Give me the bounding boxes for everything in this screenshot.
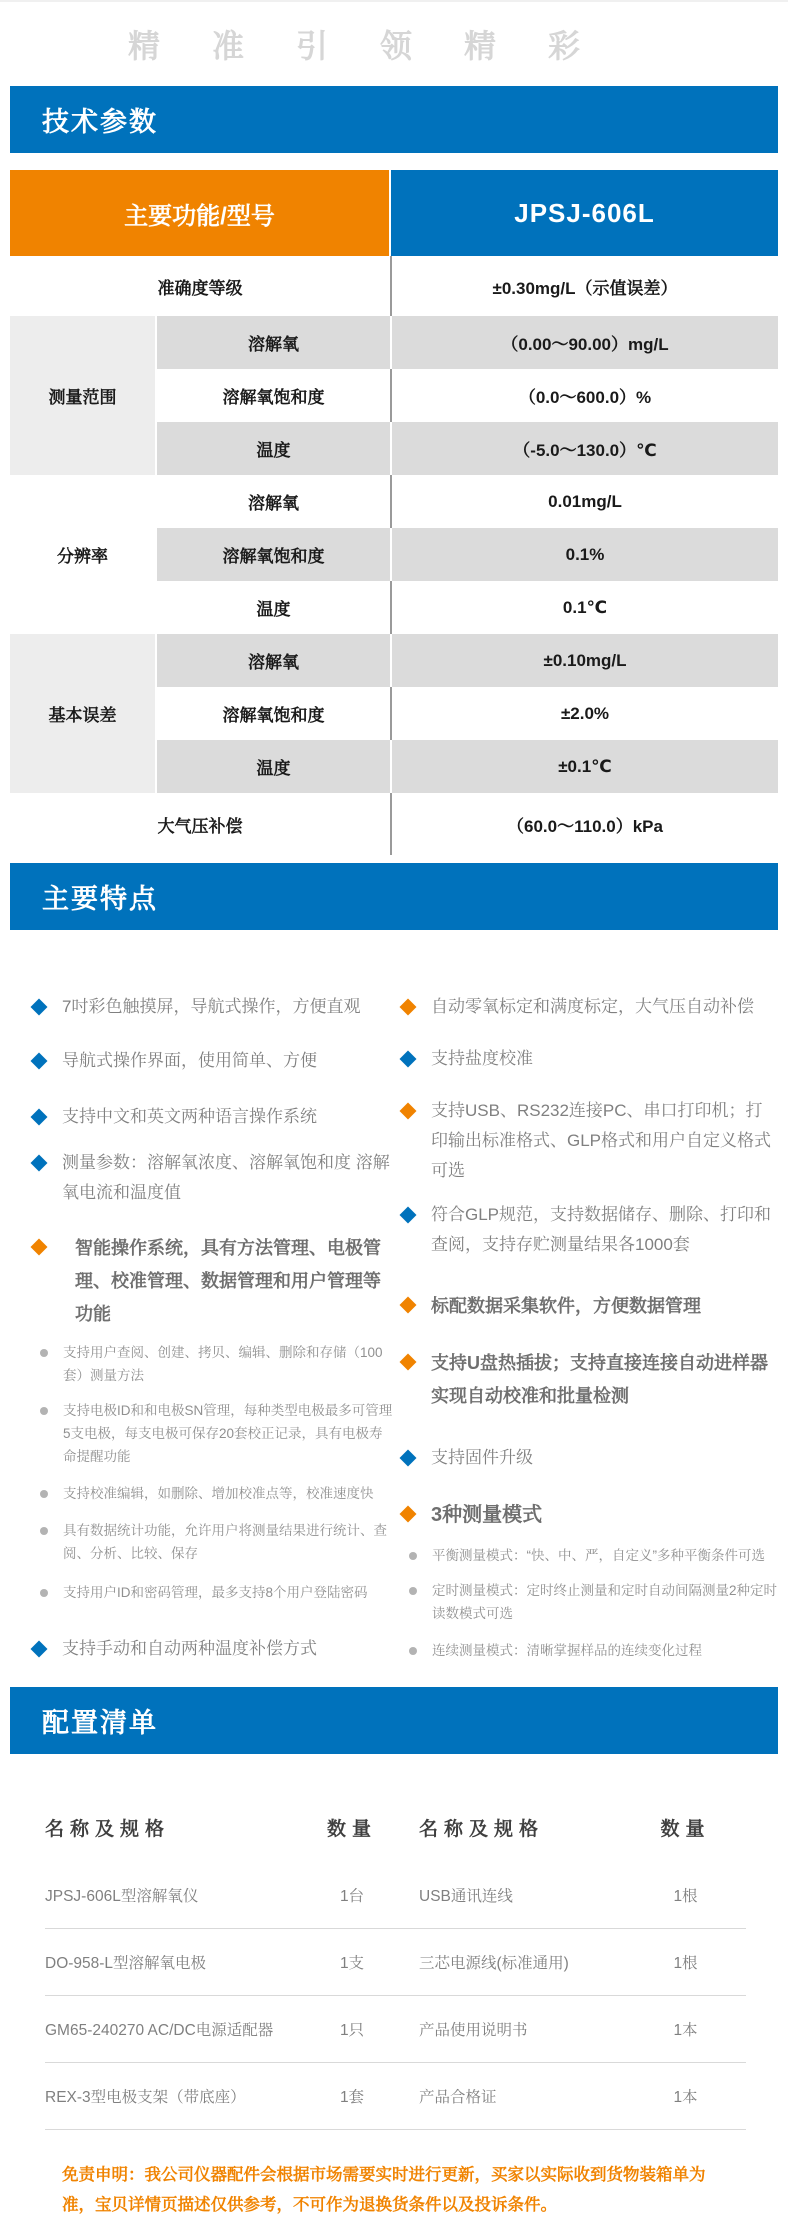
diamond-icon — [31, 1239, 48, 1256]
diamond-icon — [400, 1450, 417, 1467]
feature-item: 导航式操作界面，使用简单、方便 — [10, 1046, 394, 1076]
spec-value: （0.0～600.0）% — [392, 369, 778, 422]
config-item-qty: 1本 — [673, 2022, 698, 2039]
spec-subrow — [157, 316, 778, 369]
config-item-name: 三芯电源线(标准通用) — [419, 1955, 569, 1972]
spec-value: ±0.30mg/L（示值误差） — [392, 256, 778, 316]
feature-subitem: 支持校准编辑，如删除、增加校准点等，校准速度快 — [10, 1482, 394, 1505]
feature-item: 支持USB、RS232连接PC、串口打印机；打印输出标准格式、GLP格式和用户自定义格式可选 — [394, 1096, 778, 1186]
config-item-qty: 1根 — [673, 1888, 698, 1905]
config-item-name: DO-958-L型溶解氧电极 — [45, 1955, 207, 1972]
spec-subrow — [157, 634, 778, 687]
diamond-icon — [31, 1109, 48, 1126]
diamond-icon — [31, 1641, 48, 1658]
feature-item: 支持手动和自动两种温度补偿方式 — [10, 1634, 394, 1664]
feature-subitem: 支持用户ID和密码管理，最多支持8个用户登陆密码 — [10, 1581, 394, 1604]
spec-value: 0.1% — [392, 528, 778, 581]
feature-item: 自动零氧标定和满度标定，大气压自动补偿 — [394, 992, 778, 1022]
dot-icon — [40, 1407, 48, 1415]
config-item-name: REX-3型电极支架（带底座） — [45, 2089, 246, 2106]
dot-icon — [409, 1647, 417, 1655]
features-section — [0, 930, 788, 1687]
diamond-icon — [400, 1506, 417, 1523]
spec-sublabel: 温度 — [157, 581, 390, 634]
config-item-name: 产品合格证 — [419, 2089, 497, 2106]
spec-sublabel: 溶解氧 — [157, 475, 390, 528]
feature-subitem: 定时测量模式：定时终止测量和定时自动间隔测量2种定时读数模式可选 — [394, 1579, 778, 1625]
spec-group-resolution — [10, 475, 778, 634]
config-item-name: GM65-240270 AC/DC电源适配器 — [45, 2022, 274, 2039]
spec-subrow — [157, 740, 778, 793]
spec-subrow — [157, 528, 778, 581]
diamond-icon — [400, 1354, 417, 1371]
feature-item: 支持U盘热插拔；支持直接连接自动进样器实现自动校准和批量检测 — [394, 1347, 778, 1413]
spec-sublabel: 溶解氧饱和度 — [157, 369, 390, 422]
spec-value: （60.0～110.0）kPa — [392, 793, 778, 855]
spec-subrow — [157, 422, 778, 475]
spec-value: ±2.0% — [392, 687, 778, 740]
spec-group-label: 分辨率 — [10, 475, 155, 634]
spec-value: 0.01mg/L — [392, 475, 778, 528]
dot-icon — [40, 1349, 48, 1357]
spec-value: 0.1℃ — [392, 581, 778, 634]
disclaimer-text: 免责申明：我公司仪器配件会根据市场需要实时进行更新，买家以实际收到货物装箱单为准，宝贝详情页描述仅供参考，不可作为退换货条件以及投诉条件。 — [62, 2166, 706, 2214]
feature-item: 3种测量模式 — [394, 1499, 778, 1532]
config-item-qty: 1只 — [339, 2022, 365, 2039]
diamond-icon — [400, 999, 417, 1016]
spec-sublabel: 溶解氧饱和度 — [157, 687, 390, 740]
spec-label: 大气压补偿 — [10, 793, 390, 855]
feature-item: 支持中文和英文两种语言操作系统 — [10, 1102, 394, 1132]
config-item-name: JPSJ-606L型溶解氧仪 — [45, 1888, 199, 1905]
config-item-name: USB通讯连线 — [419, 1888, 513, 1905]
config-item-qty: 1台 — [339, 1888, 365, 1905]
slogan-text: 精准引领精彩 — [128, 28, 633, 64]
spec-subrow — [157, 687, 778, 740]
config-item-qty: 1支 — [339, 1955, 365, 1972]
feature-item: 7吋彩色触摸屏，导航式操作，方便直观 — [10, 992, 394, 1022]
dot-icon — [409, 1587, 417, 1595]
dot-icon — [40, 1527, 48, 1535]
dot-icon — [40, 1589, 48, 1597]
config-item-qty: 1根 — [673, 1955, 698, 1972]
spec-group-label: 基本误差 — [10, 634, 155, 793]
config-item-qty: 1本 — [673, 2089, 698, 2106]
spec-row-accuracy — [10, 256, 778, 316]
feature-item: 支持盐度校准 — [394, 1044, 778, 1074]
spec-value: （0.00～90.00）mg/L — [392, 316, 778, 369]
section-bar-features: 主要特点 — [10, 863, 778, 930]
spec-value: ±0.1℃ — [392, 740, 778, 793]
feature-subitem: 连续测量模式：清晰掌握样品的连续变化过程 — [394, 1639, 778, 1662]
config-header-name-left: 名称及规格 — [45, 1818, 171, 1840]
config-item-name: 产品使用说明书 — [419, 2022, 528, 2039]
diamond-icon — [400, 1103, 417, 1120]
spec-header-function-model: 主要功能/型号 — [10, 170, 389, 256]
diamond-icon — [400, 1297, 417, 1314]
diamond-icon — [31, 1053, 48, 1070]
dot-icon — [409, 1552, 417, 1560]
feature-subitem: 支持电极ID和和电极SN管理，每种类型电极最多可管理5支电极，每支电极可保存20套校正记录，具有电极寿命提醒功能 — [10, 1399, 394, 1468]
spec-sublabel: 溶解氧饱和度 — [157, 528, 390, 581]
spec-label: 准确度等级 — [10, 256, 390, 316]
config-header-name-right: 名称及规格 — [419, 1818, 545, 1840]
diamond-icon — [400, 1051, 417, 1068]
diamond-icon — [31, 999, 48, 1016]
config-header-qty-left: 数量 — [326, 1818, 377, 1840]
spec-sublabel: 温度 — [157, 740, 390, 793]
feature-item: 智能操作系统，具有方法管理、电极管理、校准管理、数据管理和用户管理等功能 — [10, 1232, 394, 1331]
spec-sublabel: 溶解氧 — [157, 316, 390, 369]
config-table-row — [45, 2063, 746, 2130]
feature-subitem: 支持用户查阅、创建、拷贝、编辑、删除和存储（100套）测量方法 — [10, 1341, 394, 1387]
feature-item: 支持固件升级 — [394, 1443, 778, 1473]
config-table-header — [45, 1806, 746, 1848]
feature-item: 符合GLP规范，支持数据储存、删除、打印和查阅，支持存贮测量结果各1000套 — [394, 1200, 778, 1260]
spec-group-label: 测量范围 — [10, 316, 155, 475]
features-left-column — [10, 930, 394, 1687]
feature-item: 测量参数：溶解氧浓度、溶解氧饱和度 溶解氧电流和温度值 — [10, 1148, 394, 1208]
diamond-icon — [31, 1155, 48, 1172]
spec-group-measuring-range — [10, 316, 778, 475]
spec-row-pressure-compensation — [10, 793, 778, 855]
spec-subrow — [157, 475, 778, 528]
dot-icon — [40, 1490, 48, 1498]
spec-value: （-5.0～130.0）℃ — [392, 422, 778, 475]
section-bar-tech-params: 技术参数 — [10, 86, 778, 153]
spec-subrow — [157, 369, 778, 422]
spec-sublabel: 溶解氧 — [157, 634, 390, 687]
config-table — [45, 1806, 746, 2130]
section-bar-config-list: 配置清单 — [10, 1687, 778, 1754]
spec-table — [10, 170, 778, 855]
config-table-row — [45, 1996, 746, 2063]
config-header-qty-right: 数量 — [660, 1818, 711, 1840]
spec-subrow — [157, 581, 778, 634]
config-table-row — [45, 1862, 746, 1929]
config-table-row — [45, 1929, 746, 1996]
spec-table-header-row — [10, 170, 778, 256]
feature-subitem: 具有数据统计功能，允许用户将测量结果进行统计、查阅、分析、比较、保存 — [10, 1519, 394, 1565]
config-item-qty: 1套 — [339, 2089, 365, 2106]
spec-group-basic-error — [10, 634, 778, 793]
spec-value: ±0.10mg/L — [392, 634, 778, 687]
features-right-column — [394, 930, 778, 1687]
spec-sublabel: 温度 — [157, 422, 390, 475]
spec-header-model-value: JPSJ-606L — [391, 170, 778, 256]
diamond-icon — [400, 1207, 417, 1224]
feature-subitem: 平衡测量模式：“快、中、严，自定义”多种平衡条件可选 — [394, 1544, 778, 1567]
feature-item: 标配数据采集软件，方便数据管理 — [394, 1290, 778, 1323]
